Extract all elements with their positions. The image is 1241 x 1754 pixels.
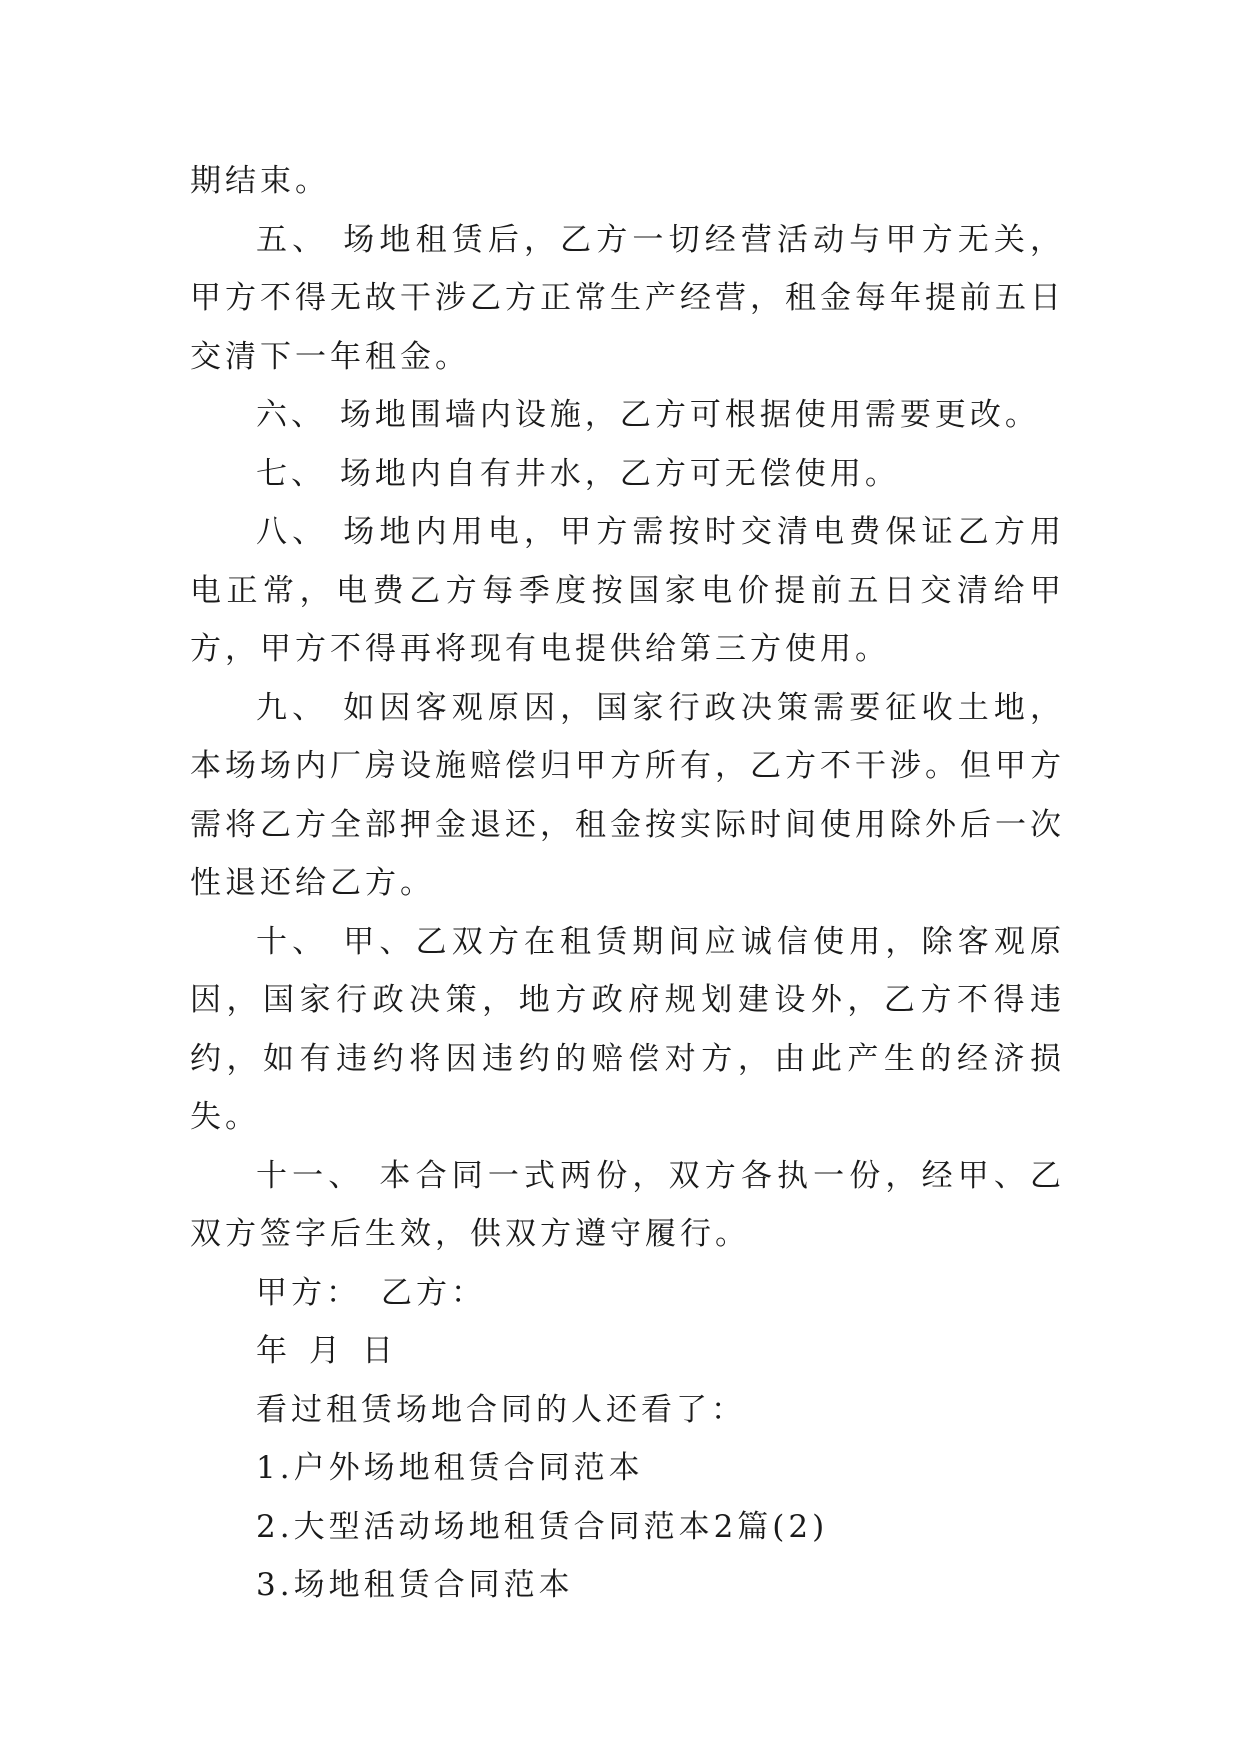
date-line (190, 1322, 1065, 1381)
clause-9: 九、 如因客观原因，国家行政决策需要征收土地，本场场内厂房设施赔偿归甲方所有，乙方不干涉。但甲方需将乙方全部押金退还，租金按实际时间使用除外后一次性退还给乙方。 (190, 689, 1065, 901)
clause-6: 六、 场地围墙内设施，乙方可根据使用需要更改。 (256, 397, 1040, 433)
date-year: 年 (256, 1333, 291, 1369)
clause-11: 十一、 本合同一式两份，双方各执一份，经甲、乙双方签字后生效，供双方遵守履行。 (190, 1157, 1065, 1252)
paragraph-continuation: 期结束。 (190, 163, 330, 199)
document-body (190, 152, 1065, 1615)
signature-line (190, 1264, 1065, 1323)
clause-8: 八、 场地内用电，甲方需按时交清电费保证乙方用电正常，电费乙方每季度按国家电价提前五日交清给甲方，甲方不得再将现有电提供给第三方使用。 (190, 514, 1065, 667)
related-link-1[interactable]: 1.户外场地租赁合同范本 (256, 1450, 644, 1486)
clause-10: 十、 甲、乙双方在租赁期间应诚信使用，除客观原因，国家行政决策，地方政府规划建设外，乙方不得违约，如有违约将因违约的赔偿对方，由此产生的经济损失。 (190, 923, 1065, 1135)
date-day: 日 (362, 1333, 397, 1369)
clause-5: 五、 场地租赁后，乙方一切经营活动与甲方无关，甲方不得无故干涉乙方正常生产经营，租金每年提前五日交清下一年租金。 (190, 221, 1065, 375)
date-month: 月 (309, 1333, 344, 1369)
related-heading: 看过租赁场地合同的人还看了： (256, 1391, 746, 1428)
party-a-label: 甲方： (256, 1274, 361, 1311)
related-link-2[interactable]: 2.大型活动场地租赁合同范本2篇(2) (256, 1508, 829, 1545)
party-b-label: 乙方： (381, 1274, 486, 1311)
related-link-3[interactable]: 3.场地租赁合同范本 (256, 1567, 574, 1603)
clause-7: 七、 场地内自有井水，乙方可无偿使用。 (256, 455, 900, 492)
